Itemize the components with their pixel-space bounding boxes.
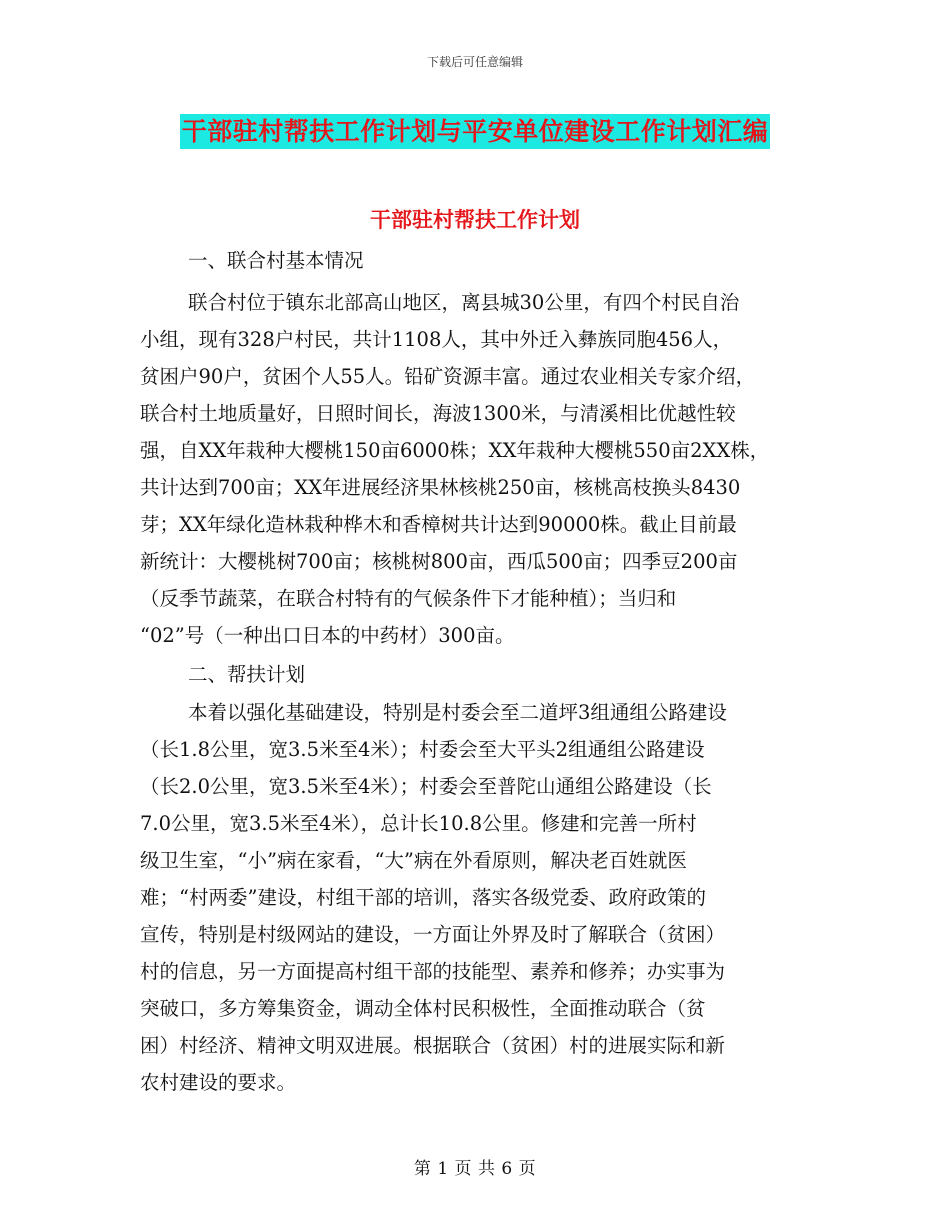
paragraph-line: 困）村经济、精神文明双进展。根据联合（贫困）村的进展实际和新 (140, 1034, 726, 1057)
paragraph-line: 突破口，多方筹集资金，调动全体村民积极性，全面推动联合（贫 (140, 997, 706, 1020)
paragraph-line: 级卫生室，“小”病在家看，“大”病在外看原则，解决老百姓就医 (140, 849, 687, 872)
paragraph-line: 芽；XX年绿化造林栽种桦木和香樟树共计达到90000株。截止目前最 (140, 513, 737, 536)
paragraph-line: 联合村位于镇东北部高山地区，离县城30公里，有四个村民自治 (188, 291, 740, 314)
section-title: 干部驻村帮扶工作计划 (370, 207, 580, 232)
paragraph-line: （长1.8公里，宽3.5米至4米）；村委会至大平头2组通组公路建设 (140, 738, 705, 761)
document-title (0, 112, 950, 148)
heading-basic-situation: 一、联合村基本情况 (188, 249, 364, 272)
paragraph-line: （反季节蔬菜，在联合村特有的气候条件下才能种植）；当归和 (140, 587, 677, 610)
paragraph-line: 农村建设的要求。 (140, 1071, 297, 1094)
paragraph-line: 新统计：大樱桃树700亩；核桃树800亩，西瓜500亩；四季豆200亩 (140, 550, 738, 573)
document-title-text: 干部驻村帮扶工作计划与平安单位建设工作计划汇编 (180, 114, 771, 149)
paragraph-line: 贫困户90户，贫困个人55人。铅矿资源丰富。通过农业相关专家介绍， (140, 365, 756, 388)
heading-assistance-plan: 二、帮扶计划 (188, 663, 306, 686)
header-note: 下载后可任意编辑 (426, 55, 523, 69)
paragraph-line: 本着以强化基础建设，特别是村委会至二道坪3组通组公路建设 (188, 701, 727, 724)
paragraph-line: 难；“村两委”建设，村组干部的培训，落实各级党委、政府政策的 (140, 886, 706, 909)
paragraph-line: 7.0公里，宽3.5米至4米），总计长10.8公里。修建和完善一所村 (140, 812, 697, 835)
paragraph-line: “02”号（一种出口日本的中药材）300亩。 (140, 624, 515, 647)
paragraph-line: （长2.0公里，宽3.5米至4米）；村委会至普陀山通组公路建设（长 (140, 775, 712, 798)
paragraph-line: 强，自XX年栽种大樱桃150亩6000株；XX年栽种大樱桃550亩2XX株， (140, 439, 770, 462)
page-number: 第 1 页 共 6 页 (413, 1159, 537, 1179)
paragraph-line: 宣传，特别是村级网站的建设，一方面让外界及时了解联合（贫困） (140, 923, 726, 946)
paragraph-line: 联合村土地质量好，日照时间长，海波1300米，与清溪相比优越性较 (140, 402, 736, 425)
paragraph-line: 小组，现有328户村民，共计1108人，其中外迁入彝族同胞456人， (140, 328, 733, 351)
paragraph-line: 共计达到700亩；XX年进展经济果林核桃250亩，核桃高枝换头8430 (140, 476, 741, 499)
paragraph-line: 村的信息，另一方面提高村组干部的技能型、素养和修养；办实事为 (140, 960, 726, 983)
